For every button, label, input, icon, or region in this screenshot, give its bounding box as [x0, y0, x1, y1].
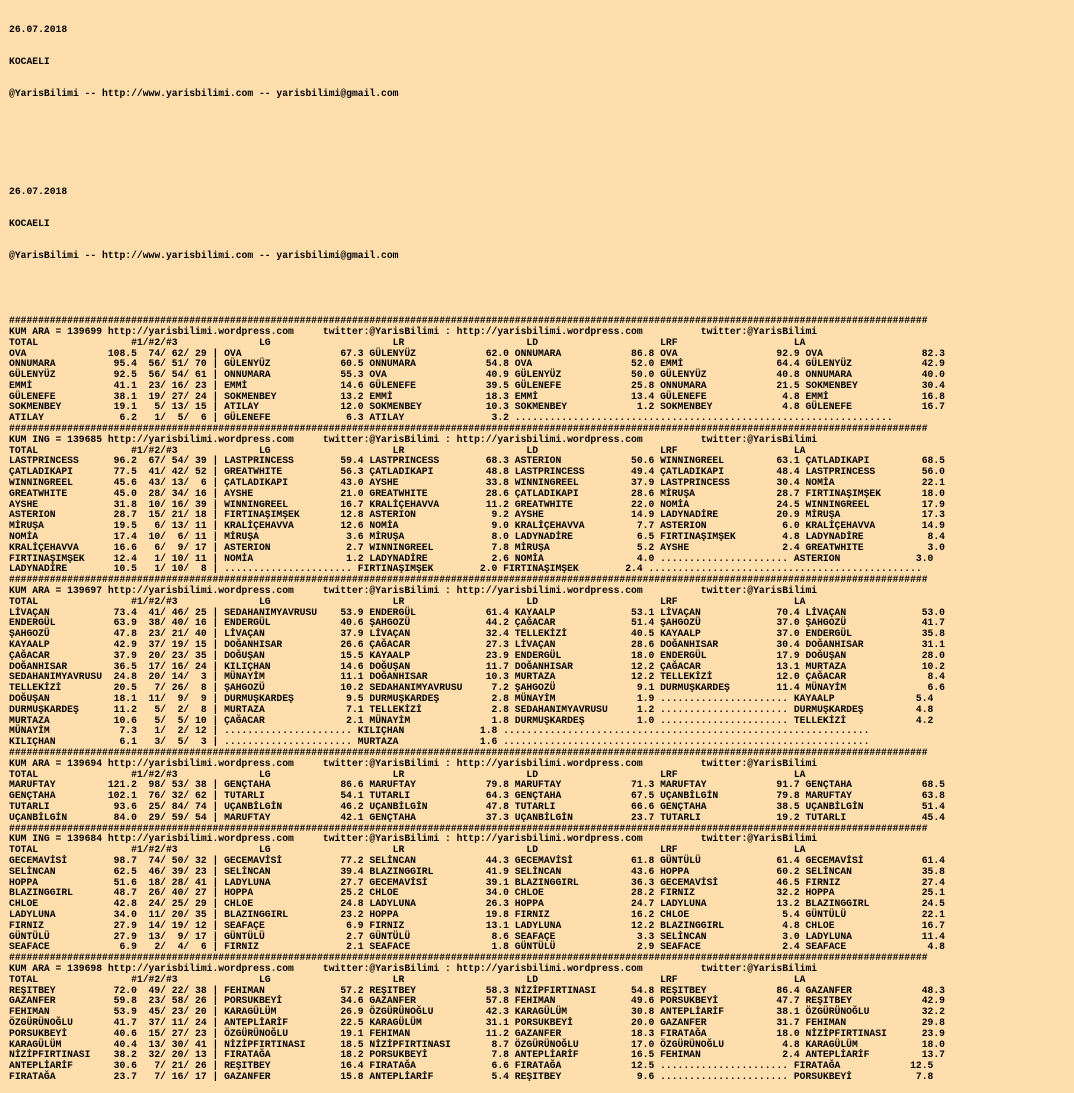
table-row: WINNINGREEL 45.6 43/ 13/ 6 | ÇATLADIKAPI 43.0 AYSHE 33.8 WINNINGREEL 37.9 LASTPRINCESS 30.4 NOMİA 22.1	[9, 477, 945, 489]
table-row: ENDERGÜL 63.9 38/ 40/ 16 | ENDERGÜL 40.6 ŞAHGOZÜ 44.2 ÇAĞACAR 51.4 ŞAHGOZÜ 37.0 ŞAHGOZÜ 41.7	[9, 617, 945, 629]
report-date-repeat: 26.07.2018	[9, 185, 68, 197]
table-row: KAYAALP 42.9 37/ 19/ 15 | DOĞANHISAR 26.6 ÇAĞACAR 27.3 LİVAÇAN 28.6 DOĞANHISAR 30.4 DOĞANHISAR 31.1	[9, 639, 945, 651]
table-row: FIRATAĞA 23.7 7/ 16/ 17 | GAZANFER 15.8 ANTEPLİARİF 5.4 REŞITBEY 9.6 ...................... PORSUKBEYİ 7.8	[9, 1070, 934, 1082]
table-row: KARAGÜLÜM 40.4 13/ 30/ 41 | NİZİPFIRTINASI 18.5 NİZİPFIRTINASI 8.7 ÖZGÜRÜNOĞLU 17.0 ÖZGÜRÜNOĞLU 4.8 KARAGÜLÜM 18.0	[9, 1038, 945, 1050]
table-row: KILIÇHAN 6.1 3/ 5/ 3 | ...................... MURTAZA 1.6 ...............................................................	[9, 736, 870, 748]
table-row: SEDAHANIMYAVRUSU 24.8 20/ 14/ 3 | MÜNAYİM 11.1 DOĞANHISAR 10.3 MURTAZA 12.2 TELLEKİZİ 12.0 ÇAĞACAR 8.4	[9, 671, 945, 683]
table-row: LADYNADİRE 10.5 1/ 10/ 8 | ...................... FIRTINAŞIMŞEK 2.0 FIRTINAŞIMŞEK 2.4 ...............................................	[9, 563, 922, 575]
column-header: TOTAL #1/#2/#3 LG LR LD LRF LA	[9, 336, 806, 348]
table-row: ASTERION 28.7 15/ 21/ 18 | FIRTINAŞIMŞEK 12.8 ASTERION 9.2 AYSHE 14.9 LADYNADİRE 20.9 MİRUŞA 17.3	[9, 509, 945, 521]
table-row: DOĞUŞAN 18.1 11/ 9/ 9 | DURMUŞKARDEŞ 9.5 DURMUŞKARDEŞ 2.8 MÜNAYİM 1.9 ...................... KAYAALP 5.4	[9, 693, 934, 704]
table-row: GENÇTAHA 102.1 76/ 32/ 62 | TUTARLI 54.1 TUTARLI 64.3 GENÇTAHA 67.5 UÇANBİLGİN 79.8 MARUFTAY 63.8	[9, 790, 945, 802]
race-section	[9, 953, 1074, 1083]
table-row: ŞAHGOZÜ 47.8 23/ 21/ 40 | LİVAÇAN 37.9 LİVAÇAN 32.4 TELLEKİZİ 40.5 KAYAALP 37.0 ENDERGÜL 35.8	[9, 628, 945, 640]
table-row: CHLOE 42.8 24/ 25/ 29 | CHLOE 24.8 LADYLUNA 26.3 HOPPA 24.7 LADYLUNA 13.2 BLAZINGGIRL 24.5	[9, 898, 945, 910]
race-title: KUM ARA = 139694 http://yarisbilimi.wordpress.com twitter:@YarisBilimi : http://yarisbilimi.wordpress.com twitter:@YarisBilimi	[9, 757, 818, 769]
blank-line	[9, 154, 1074, 165]
race-title: KUM ING = 139685 http://yarisbilimi.wordpress.com twitter:@YarisBilimi : http://yarisbilimi.wordpress.com twitter:@YarisBilimi	[9, 433, 818, 445]
report-city-repeat: KOCAELI	[9, 217, 50, 229]
table-row: BLAZINGGIRL 48.7 26/ 40/ 27 | HOPPA 25.2 CHLOE 34.0 CHLOE 28.2 FIRNIZ 32.2 HOPPA 25.1	[9, 887, 945, 899]
race-section	[9, 316, 1074, 424]
table-row: EMMİ 41.1 23/ 16/ 23 | EMMİ 14.6 GÜLENEFE 39.5 GÜLENEFE 25.8 ONNUMARA 21.5 SOKMENBEY 30.4	[9, 379, 945, 391]
report-contact: @YarisBilimi -- http://www.yarisbilimi.com -- yarisbilimi@gmail.com	[9, 88, 399, 100]
table-row: SEAFACE 6.9 2/ 4/ 6 | FIRNIZ 2.1 SEAFACE 1.8 GÜNTÜLÜ 2.9 SEAFACE 2.4 SEAFACE 4.8	[9, 941, 945, 953]
table-row: REŞITBEY 72.0 49/ 22/ 38 | FEHIMAN 57.2 REŞITBEY 58.3 NİZİPFIRTINASI 54.8 REŞITBEY 86.4 GAZANFER 48.3	[9, 984, 945, 996]
column-header: TOTAL #1/#2/#3 LG LR LD LRF LA	[9, 973, 806, 985]
table-row: ANTEPLİARİF 30.6 7/ 21/ 26 | REŞITBEY 16.4 FIRATAĞA 6.6 FIRATAĞA 12.5 ...................... FIRATAĞA 12.5	[9, 1060, 934, 1072]
table-row: SELİNCAN 62.5 46/ 39/ 23 | SELİNCAN 39.4 BLAZINGGIRL 41.9 SELİNCAN 43.6 HOPPA 60.2 SELİNCAN 35.8	[9, 865, 945, 877]
table-row: LASTPRINCESS 96.2 67/ 54/ 39 | LASTPRINCESS 59.4 LASTPRINCESS 68.3 ASTERION 50.6 WINNINGREEL 63.1 ÇATLADIKAPI 68.5	[9, 455, 945, 467]
table-row: ATILAY 6.2 1/ 5/ 6 | GÜLENEFE 6.3 ATILAY 3.2 .................................................................	[9, 412, 893, 424]
race-report-document	[9, 3, 1074, 1093]
table-row: FIRTINAŞIMŞEK 12.4 1/ 10/ 11 | NOMİA 1.2 LADYNADİRE 2.6 NOMİA 4.0 ...................... ASTERION 3.0	[9, 552, 934, 564]
table-row: GECEMAVİSİ 98.7 74/ 50/ 32 | GECEMAVİSİ 77.2 SELİNCAN 44.3 GECEMAVİSİ 61.8 GÜNTÜLÜ 61.4 GECEMAVİSİ 61.4	[9, 854, 945, 866]
separator-line: ##############################################################################################################################################################	[9, 823, 928, 834]
table-row: GÜLENEFE 38.1 19/ 27/ 24 | SOKMENBEY 13.2 EMMİ 18.3 EMMİ 13.4 GÜLENEFE 4.8 EMMİ 16.8	[9, 390, 945, 402]
table-row: DOĞANHISAR 36.5 17/ 16/ 24 | KILIÇHAN 14.6 DOĞUŞAN 11.7 DOĞANHISAR 12.2 ÇAĞACAR 13.1 MURTAZA 10.2	[9, 660, 945, 672]
race-section	[9, 748, 1074, 824]
blank-line	[9, 284, 1074, 295]
table-row: AYSHE 31.8 10/ 16/ 39 | WINNINGREEL 16.7 KRALİÇEHAVVA 11.2 GREATWHITE 22.0 NOMİA 24.5 WINNINGREEL 17.9	[9, 498, 945, 510]
table-row: NİZİPFIRTINASI 38.2 32/ 20/ 13 | FIRATAĞA 18.2 PORSUKBEYİ 7.8 ANTEPLİARİF 16.5 FEHIMAN 2.4 ANTEPLİARİF 13.7	[9, 1049, 945, 1061]
report-contact-repeat: @YarisBilimi -- http://www.yarisbilimi.com -- yarisbilimi@gmail.com	[9, 250, 399, 262]
table-row: MÜNAYİM 7.3 1/ 2/ 12 | ...................... KILIÇHAN 1.8 ...............................................................	[9, 725, 870, 737]
table-row: KRALİÇEHAVVA 16.6 6/ 9/ 17 | ASTERION 2.7 WINNINGREEL 7.8 MİRUŞA 5.2 AYSHE 2.4 GREATWHITE 3.0	[9, 541, 945, 553]
race-section	[9, 824, 1074, 954]
report-city: KOCAELI	[9, 55, 50, 67]
separator-line: ##############################################################################################################################################################	[9, 747, 928, 758]
table-row: DURMUŞKARDEŞ 11.2 5/ 2/ 8 | MURTAZA 7.1 TELLEKİZİ 2.8 SEDAHANIMYAVRUSU 1.2 ...................... DURMUŞKARDEŞ 4.8	[9, 703, 934, 715]
separator-line: ##############################################################################################################################################################	[9, 424, 928, 435]
table-row: GÜLENYÜZ 92.5 56/ 54/ 61 | ONNUMARA 55.3 OVA 40.9 GÜLENYÜZ 50.0 GÜLENYÜZ 40.8 ONNUMARA 40.0	[9, 369, 945, 381]
column-header: TOTAL #1/#2/#3 LG LR LD LRF LA	[9, 444, 806, 456]
column-header: TOTAL #1/#2/#3 LG LR LD LRF LA	[9, 595, 806, 607]
table-row: FIRNIZ 27.9 14/ 19/ 12 | SEAFAÇE 6.9 FIRNIZ 13.1 LADYLUNA 12.2 BLAZINGGIRL 4.8 CHLOE 16.7	[9, 919, 945, 931]
table-row: FEHIMAN 53.9 45/ 23/ 20 | KARAGÜLÜM 26.9 ÖZGÜRÜNOĞLU 42.3 KARAGÜLÜM 30.8 ANTEPLİARİF 38.1 ÖZGÜRÜNOĞLU 32.2	[9, 1006, 945, 1018]
table-row: ÇAĞACAR 37.9 20/ 23/ 35 | DOĞUŞAN 15.5 KAYAALP 23.9 ENDERGÜL 18.0 ENDERGÜL 17.9 DOĞUŞAN 28.0	[9, 649, 945, 661]
table-row: ÇATLADIKAPI 77.5 41/ 42/ 52 | GREATWHITE 56.3 ÇATLADIKAPI 48.8 LASTPRINCESS 49.4 ÇATLADIKAPI 48.4 LASTPRINCESS 56.0	[9, 466, 945, 478]
table-row: MİRUŞA 19.5 6/ 13/ 11 | KRALİÇEHAVVA 12.6 NOMİA 9.0 KRALİÇEHAVVA 7.7 ASTERION 6.0 KRALİÇEHAVVA 14.9	[9, 520, 945, 532]
table-row: GAZANFER 59.8 23/ 58/ 26 | PORSUKBEYİ 34.6 GAZANFER 57.8 FEHIMAN 49.6 PORSUKBEYİ 47.7 REŞITBEY 42.9	[9, 995, 945, 1007]
table-row: NOMİA 17.4 10/ 6/ 11 | MİRUŞA 3.6 MİRUŞA 8.0 LADYNADİRE 6.5 FIRTINAŞIMŞEK 4.8 LADYNADİRE 8.4	[9, 531, 945, 543]
table-row: MURTAZA 10.6 5/ 5/ 10 | ÇAĞACAR 2.1 MÜNAYİM 1.8 DURMUŞKARDEŞ 1.0 ...................... TELLEKİZİ 4.2	[9, 714, 934, 726]
race-section	[9, 575, 1074, 748]
column-header: TOTAL #1/#2/#3 LG LR LD LRF LA	[9, 768, 806, 780]
table-row: GREATWHITE 45.0 28/ 34/ 16 | AYSHE 21.0 GREATWHITE 28.6 ÇATLADIKAPI 28.6 MİRUŞA 28.7 FIRTINAŞIMŞEK 18.0	[9, 487, 945, 499]
table-row: ÖZGÜRÜNOĞLU 41.7 37/ 11/ 24 | ANTEPLİARİF 22.5 KARAGÜLÜM 31.1 PORSUKBEYİ 20.0 GAZANFER 31.7 FEHIMAN 29.8	[9, 1016, 945, 1028]
separator-line: ##############################################################################################################################################################	[9, 575, 928, 586]
blank-line	[9, 122, 1074, 133]
race-title: KUM ING = 139684 http://yarisbilimi.wordpress.com twitter:@YarisBilimi : http://yarisbilimi.wordpress.com twitter:@YarisBilimi	[9, 833, 818, 845]
table-row: MARUFTAY 121.2 98/ 53/ 38 | GENÇTAHA 86.6 MARUFTAY 79.8 MARUFTAY 71.3 MARUFTAY 91.7 GENÇTAHA 68.5	[9, 779, 945, 791]
table-row: HOPPA 51.6 18/ 28/ 41 | LADYLUNA 27.7 GECEMAVİSİ 39.1 BLAZINGGIRL 36.3 GECEMAVİSİ 46.5 FIRNIZ 27.4	[9, 876, 945, 888]
table-row: GÜNTÜLÜ 27.9 13/ 9/ 17 | GÜNTÜLÜ 2.7 GÜNTÜLÜ 8.6 SEAFAÇE 3.3 SELİNCAN 3.0 LADYLUNA 11.4	[9, 930, 945, 942]
table-row: TELLEKİZİ 20.5 7/ 26/ 8 | ŞAHGOZÜ 10.2 SEDAHANIMYAVRUSU 7.2 ŞAHGOZÜ 9.1 DURMUŞKARDEŞ 11.4 MÜNAYİM 6.6	[9, 682, 945, 694]
race-title: KUM ARA = 139698 http://yarisbilimi.wordpress.com twitter:@YarisBilimi : http://yarisbilimi.wordpress.com twitter:@YarisBilimi	[9, 962, 818, 974]
table-row: PORSUKBEYİ 40.6 15/ 27/ 23 | ÖZGÜRÜNOĞLU 19.1 FEHIMAN 11.2 GAZANFER 18.3 FIRATAĞA 18.0 NİZİPFIRTINASI 23.9	[9, 1027, 945, 1039]
report-date: 26.07.2018	[9, 23, 68, 35]
column-header: TOTAL #1/#2/#3 LG LR LD LRF LA	[9, 844, 806, 856]
table-row: LADYLUNA 34.0 11/ 20/ 35 | BLAZINGGIRL 23.2 HOPPA 19.8 FIRNIZ 16.2 CHLOE 5.4 GÜNTÜLÜ 22.1	[9, 908, 945, 920]
separator-line: ##############################################################################################################################################################	[9, 953, 928, 964]
race-sections	[9, 316, 1074, 1083]
table-row: UÇANBİLGİN 84.0 29/ 59/ 54 | MARUFTAY 42.1 GENÇTAHA 37.3 UÇANBİLGİN 23.7 TUTARLI 19.2 TUTARLI 45.4	[9, 811, 945, 823]
separator-line: ##############################################################################################################################################################	[9, 316, 928, 327]
race-title: KUM ARA = 139697 http://yarisbilimi.wordpress.com twitter:@YarisBilimi : http://yarisbilimi.wordpress.com twitter:@YarisBilimi	[9, 585, 818, 597]
table-row: ONNUMARA 95.4 56/ 51/ 70 | GÜLENYÜZ 60.5 ONNUMARA 54.8 OVA 52.0 EMMİ 64.4 GÜLENYÜZ 42.9	[9, 358, 945, 370]
table-row: LİVAÇAN 73.4 41/ 46/ 25 | SEDAHANIMYAVRUSU 53.9 ENDERGÜL 61.4 KAYAALP 53.1 LİVAÇAN 70.4 LİVAÇAN 53.0	[9, 606, 945, 618]
race-section	[9, 424, 1074, 575]
race-title: KUM ARA = 139699 http://yarisbilimi.wordpress.com twitter:@YarisBilimi : http://yarisbilimi.wordpress.com twitter:@YarisBilimi	[9, 325, 818, 337]
table-row: SOKMENBEY 19.1 5/ 13/ 15 | ATILAY 12.0 SOKMENBEY 10.3 SOKMENBEY 1.2 SOKMENBEY 4.8 GÜLENEFE 16.7	[9, 401, 945, 413]
table-row: OVA 108.5 74/ 62/ 29 | OVA 67.3 GÜLENYÜZ 62.0 ONNUMARA 86.8 OVA 92.9 OVA 82.3	[9, 347, 945, 359]
table-row: TUTARLI 93.6 25/ 84/ 74 | UÇANBİLGİN 46.2 UÇANBİLGİN 47.8 TUTARLI 66.6 GENÇTAHA 38.5 UÇANBİLGİN 51.4	[9, 800, 945, 812]
